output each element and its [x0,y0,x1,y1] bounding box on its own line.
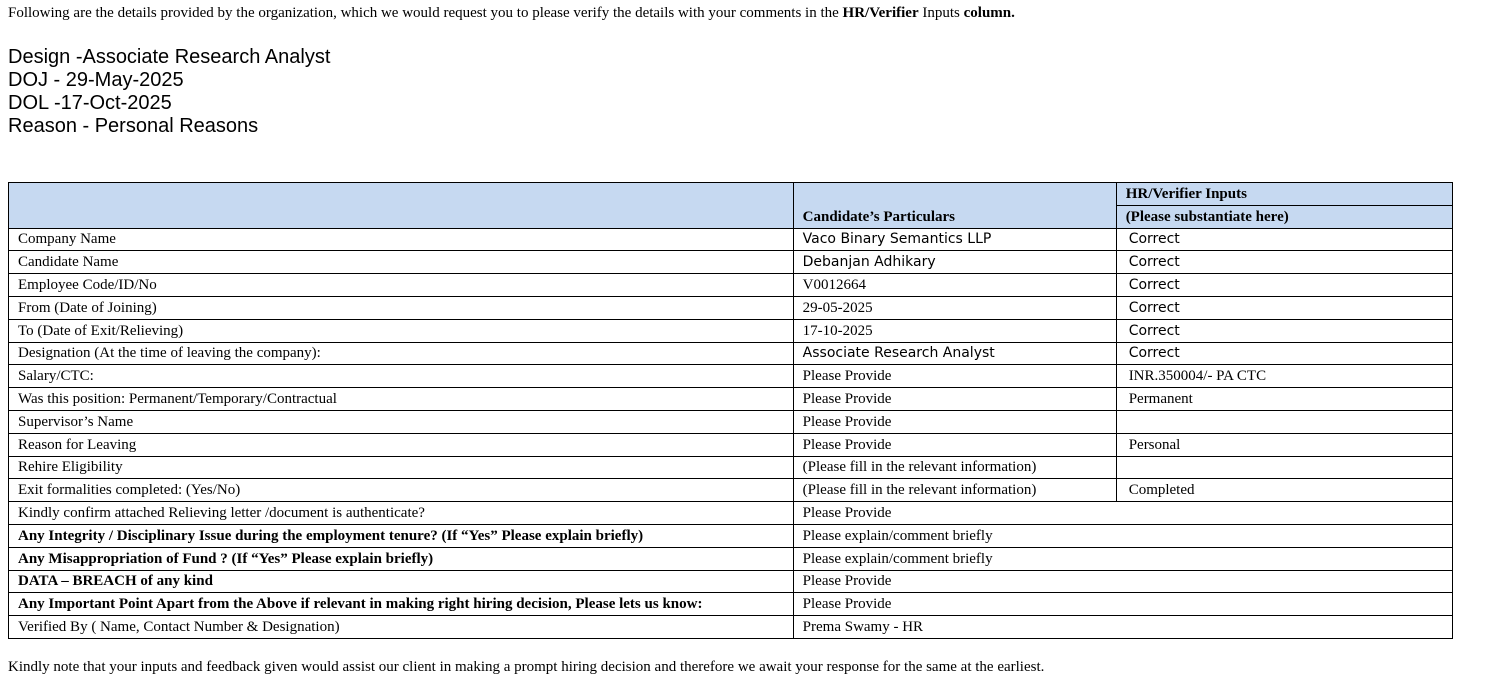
dol-line: DOL -17-Oct-2025 [8,92,172,114]
row-label: Rehire Eligibility [9,456,794,479]
row-label: Any Misappropriation of Fund ? (If “Yes” Please explain briefly) [9,547,794,570]
row-label: Designation (At the time of leaving the company): [9,342,794,365]
row-hr-verifier-input[interactable] [1116,410,1452,433]
row-hr-verifier-input[interactable]: Completed [1116,479,1452,502]
row-hr-verifier-input[interactable]: Permanent [1116,388,1452,411]
row-label: Company Name [9,228,794,251]
row-candidate-particular: Please Provide [793,365,1116,388]
row-hr-verifier-input[interactable]: Correct [1116,342,1452,365]
row-candidate-particular[interactable]: Prema Swamy - HR [793,616,1452,639]
table-row [9,616,1453,639]
header-candidate-particulars: Candidate’s Particulars [793,183,1116,229]
table-row [9,410,1453,433]
intro-text-a: Following are the details provided by the organization, which we would request you to please verify the details with your comments in the [8,5,843,21]
row-label: Exit formalities completed: (Yes/No) [9,479,794,502]
row-candidate-particular[interactable]: Please explain/comment briefly [793,547,1452,570]
table-row [9,251,1453,274]
table-row [9,274,1453,297]
row-hr-verifier-input[interactable]: Correct [1116,251,1452,274]
intro-bold-b: column. [963,5,1015,21]
row-candidate-particular: Please Provide [793,433,1116,456]
row-candidate-particular[interactable]: Please explain/comment briefly [793,524,1452,547]
row-label: To (Date of Exit/Relieving) [9,319,794,342]
row-label: Any Important Point Apart from the Above if relevant in making right hiring decision, Please lets us know: [9,593,794,616]
row-label: Kindly confirm attached Relieving letter /document is authenticate? [9,502,794,525]
table-row [9,547,1453,570]
table-header-row-1 [9,183,1453,206]
header-label-cell [9,183,794,229]
row-candidate-particular[interactable]: Please Provide [793,570,1452,593]
row-candidate-particular[interactable]: Please Provide [793,593,1452,616]
intro-text-b: Inputs [918,5,964,21]
row-candidate-particular: 29-05-2025 [793,296,1116,319]
doj-line: DOJ - 29-May-2025 [8,69,184,91]
row-candidate-particular: Vaco Binary Semantics LLP [793,228,1116,251]
row-label: Was this position: Permanent/Temporary/Contractual [9,388,794,411]
row-candidate-particular: Associate Research Analyst [793,342,1116,365]
table-row [9,433,1453,456]
table-row [9,524,1453,547]
row-hr-verifier-input[interactable]: Correct [1116,228,1452,251]
table-row [9,319,1453,342]
row-candidate-particular: 17-10-2025 [793,319,1116,342]
row-hr-verifier-input[interactable]: Correct [1116,319,1452,342]
row-label: Verified By ( Name, Contact Number & Designation) [9,616,794,639]
three-column-rows [9,228,1453,502]
row-label: DATA – BREACH of any kind [9,570,794,593]
row-label: Reason for Leaving [9,433,794,456]
table-row [9,342,1453,365]
reason-line: Reason - Personal Reasons [8,115,259,137]
row-label: Supervisor’s Name [9,410,794,433]
table-row [9,479,1453,502]
table-row [9,502,1453,525]
row-label: From (Date of Joining) [9,296,794,319]
table-row [9,593,1453,616]
table-row [9,296,1453,319]
verification-table [8,182,1453,639]
row-candidate-particular: V0012664 [793,274,1116,297]
row-candidate-particular: Please Provide [793,388,1116,411]
table-row [9,570,1453,593]
designation-line: Design -Associate Research Analyst [8,46,331,68]
row-candidate-particular[interactable]: Please Provide [793,502,1452,525]
row-hr-verifier-input[interactable]: Correct [1116,296,1452,319]
row-label: Candidate Name [9,251,794,274]
row-candidate-particular: (Please fill in the relevant information) [793,456,1116,479]
row-hr-verifier-input[interactable]: INR.350004/- PA CTC [1116,365,1452,388]
row-candidate-particular: (Please fill in the relevant information) [793,479,1116,502]
row-label: Any Integrity / Disciplinary Issue during the employment tenure? (If “Yes” Please explain briefly) [9,524,794,547]
header-hr-verifier-inputs: HR/Verifier Inputs [1116,183,1452,206]
closing-note: Kindly note that your inputs and feedback given would assist our client in making a prompt hiring decision and therefore we await your response for the same at the earliest. [8,659,1045,675]
intro-bold-a: HR/Verifier [842,5,919,21]
row-candidate-particular: Debanjan Adhikary [793,251,1116,274]
two-column-rows [9,502,1453,639]
table-row [9,365,1453,388]
table-row [9,228,1453,251]
row-hr-verifier-input[interactable]: Correct [1116,274,1452,297]
table-row [9,456,1453,479]
row-label: Employee Code/ID/No [9,274,794,297]
header-substantiate: (Please substantiate here) [1116,205,1452,228]
table-row [9,388,1453,411]
employment-details [8,46,330,138]
row-hr-verifier-input[interactable]: Personal [1116,433,1452,456]
row-hr-verifier-input[interactable] [1116,456,1452,479]
row-label: Salary/CTC: [9,365,794,388]
row-candidate-particular: Please Provide [793,410,1116,433]
intro-paragraph [8,5,1015,22]
